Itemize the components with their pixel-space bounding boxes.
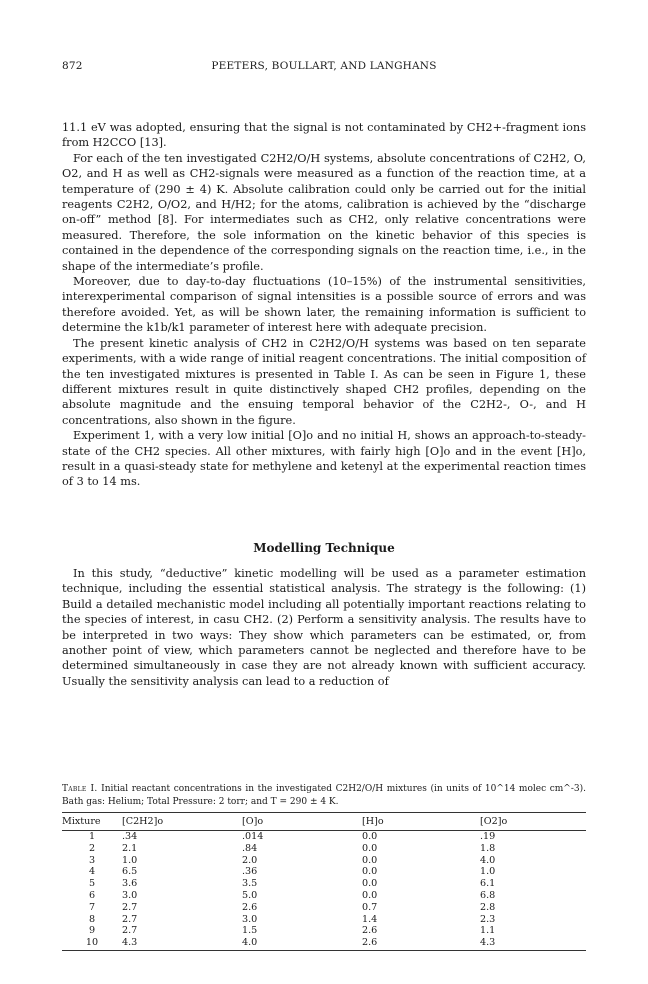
table-cell: .36 <box>242 866 258 878</box>
paragraph: 11.1 eV was adopted, ensuring that the signal is not contaminated by CH2+-fragment ions from H2CCO [13]. <box>62 121 586 150</box>
table-cell: 5.0 <box>242 889 258 901</box>
table-cell: .34 <box>122 831 138 842</box>
column-header: [O2]o <box>480 813 586 831</box>
table-cell: 0.0 <box>362 854 378 866</box>
table-header-row <box>62 813 586 831</box>
running-head: PEETERS, BOULLART, AND LANGHANS <box>211 60 437 72</box>
table-cell: 10 <box>62 937 122 950</box>
column-header: [O]o <box>242 813 362 831</box>
table-cell: 3.0 <box>242 913 258 925</box>
data-table <box>62 812 586 951</box>
table-cell: 0.7 <box>362 901 378 913</box>
table-cell: 1.5 <box>242 925 258 937</box>
table-cell: 3.6 <box>122 878 138 890</box>
table-cell: .014 <box>242 831 264 842</box>
table-cell: 7 <box>88 901 96 913</box>
table-cell: 0.0 <box>362 831 378 842</box>
table-row <box>62 890 586 902</box>
table-caption <box>62 783 586 808</box>
table-cell: .84 <box>242 842 258 854</box>
column-header: Mixture <box>62 813 122 831</box>
table-cell: 3 <box>88 854 96 866</box>
table-row <box>62 937 586 950</box>
table-row <box>62 866 586 878</box>
table-cell: 2.6 <box>242 901 258 913</box>
table-caption-text: Initial reactant concentrations in the investigated C2H2/O/H mixtures (in units of 10^14 molec cm^-3). Bath gas: Helium; Total Pressure: 2 torr; and T = 290 ± 4 K. <box>62 784 586 807</box>
table-row <box>62 831 586 843</box>
table-cell: 2.6 <box>362 937 480 950</box>
table-cell: 2.6 <box>362 925 378 937</box>
table-cell: .19 <box>480 831 496 842</box>
table-row <box>62 855 586 867</box>
table-cell: 8 <box>88 913 96 925</box>
table-cell: 2.7 <box>122 913 138 925</box>
table-cell: 0.0 <box>362 866 378 878</box>
table-body <box>62 831 586 951</box>
table-cell: 2.7 <box>122 901 138 913</box>
table-cell: 0.0 <box>362 878 378 890</box>
section-heading: Modelling Technique <box>253 541 395 555</box>
column-header: [C2H2]o <box>122 813 242 831</box>
table-cell: 2.3 <box>480 913 496 925</box>
table-row <box>62 914 586 926</box>
paragraph: The present kinetic analysis of CH2 in C2H2/O/H systems was based on ten separate experiments, with a wide range of initial reagent concentrations. The initial composition of the ten investigated mixtures is presented in Table I. As can be seen in Figure 1, these different mixtures result in quite distinctively shaped CH2 profiles, depending on the absolute magnitude and the ensuing temporal behavior of the C2H2-, O-, and H concentrations, also shown in the figure. <box>62 336 586 427</box>
table-cell: 4.3 <box>480 937 586 950</box>
table-cell: 2 <box>88 842 96 854</box>
table-cell: 6.8 <box>480 889 496 901</box>
table-cell: 1 <box>88 831 96 842</box>
table-cell: 1.1 <box>480 925 496 937</box>
table-row <box>62 843 586 855</box>
table-cell: 6.5 <box>122 866 138 878</box>
table-cell: 3.0 <box>122 889 138 901</box>
table-cell: 9 <box>88 925 96 937</box>
paragraph: Experiment 1, with a very low initial [O]o and no initial H, shows an approach-to-steady-state of the CH2 species. All other mixtures, with fairly high [O]o and in the event [H]o, result in a quasi-steady state for methylene and ketenyl at the experimental reaction times of 3 to 14 ms. <box>62 429 586 489</box>
table-cell: 5 <box>88 878 96 890</box>
table-cell: 6 <box>88 889 96 901</box>
table-cell: 1.0 <box>480 866 496 878</box>
paragraph: For each of the ten investigated C2H2/O/H systems, absolute concentrations of C2H2, O, O2, and H as well as CH2-signals were measured as a function of the reaction time, at a temperature of (290 ± 4) K. Absolute calibration could only be carried out for the initial reagents C2H2, O/O2, and H/H2; for the atoms, calibration is achieved by the “discharge on-off” method [8]. For intermediates such as CH2, only relative concentrations were measured. Therefore, the sole information on the kinetic behavior of this species is contained in the dependence of the corresponding signals on the reaction time, i.e., in the shape of the intermediate’s profile. <box>62 151 586 273</box>
table-cell: 1.8 <box>480 842 496 854</box>
table-row <box>62 925 586 937</box>
page-number: 872 <box>62 60 83 72</box>
table-label: Table I. <box>62 784 98 794</box>
table-cell: 4.3 <box>122 937 242 950</box>
table-cell: 0.0 <box>362 889 378 901</box>
table-cell: 2.1 <box>122 842 138 854</box>
column-header: [H]o <box>362 813 480 831</box>
table-cell: 2.0 <box>242 854 258 866</box>
table-cell: 2.7 <box>122 925 138 937</box>
table-cell: 0.0 <box>362 842 378 854</box>
table-cell: 4 <box>88 866 96 878</box>
table-cell: 4.0 <box>242 937 362 950</box>
page-header <box>62 60 586 76</box>
paragraph: In this study, “deductive” kinetic modelling will be used as a parameter estimation technique, including the essential statistical analysis. The strategy is the following: (1) Build a detailed mechanistic model including all potentially important reactions relating to the species of interest, in casu CH2. (2) Perform a sensitivity analysis. The results have to be interpreted in two ways: They show which parameters can be estimated, or, from another point of view, which parameters cannot be neglected and therefore have to be determined simultaneously in case they are not already known with sufficient accuracy. Usually the sensitivity analysis can lead to a reduction of <box>62 567 586 688</box>
table-cell: 4.0 <box>480 854 496 866</box>
table-cell: 6.1 <box>480 878 496 890</box>
body-text <box>62 120 586 490</box>
table-row <box>62 878 586 890</box>
table-cell: 3.5 <box>242 878 258 890</box>
table-cell: 1.0 <box>122 854 138 866</box>
paragraph: Moreover, due to day-to-day fluctuations (10–15%) of the instrumental sensitivities, interexperimental comparison of signal intensities is a possible source of errors and was therefore avoided. Yet, as will be shown later, the remaining information is sufficient to determine the k1b/k1 parameter of interest here with adequate precision. <box>62 275 586 335</box>
table-cell: 2.8 <box>480 901 496 913</box>
table-row <box>62 902 586 914</box>
table-cell: 1.4 <box>362 913 378 925</box>
section-body <box>62 566 586 689</box>
